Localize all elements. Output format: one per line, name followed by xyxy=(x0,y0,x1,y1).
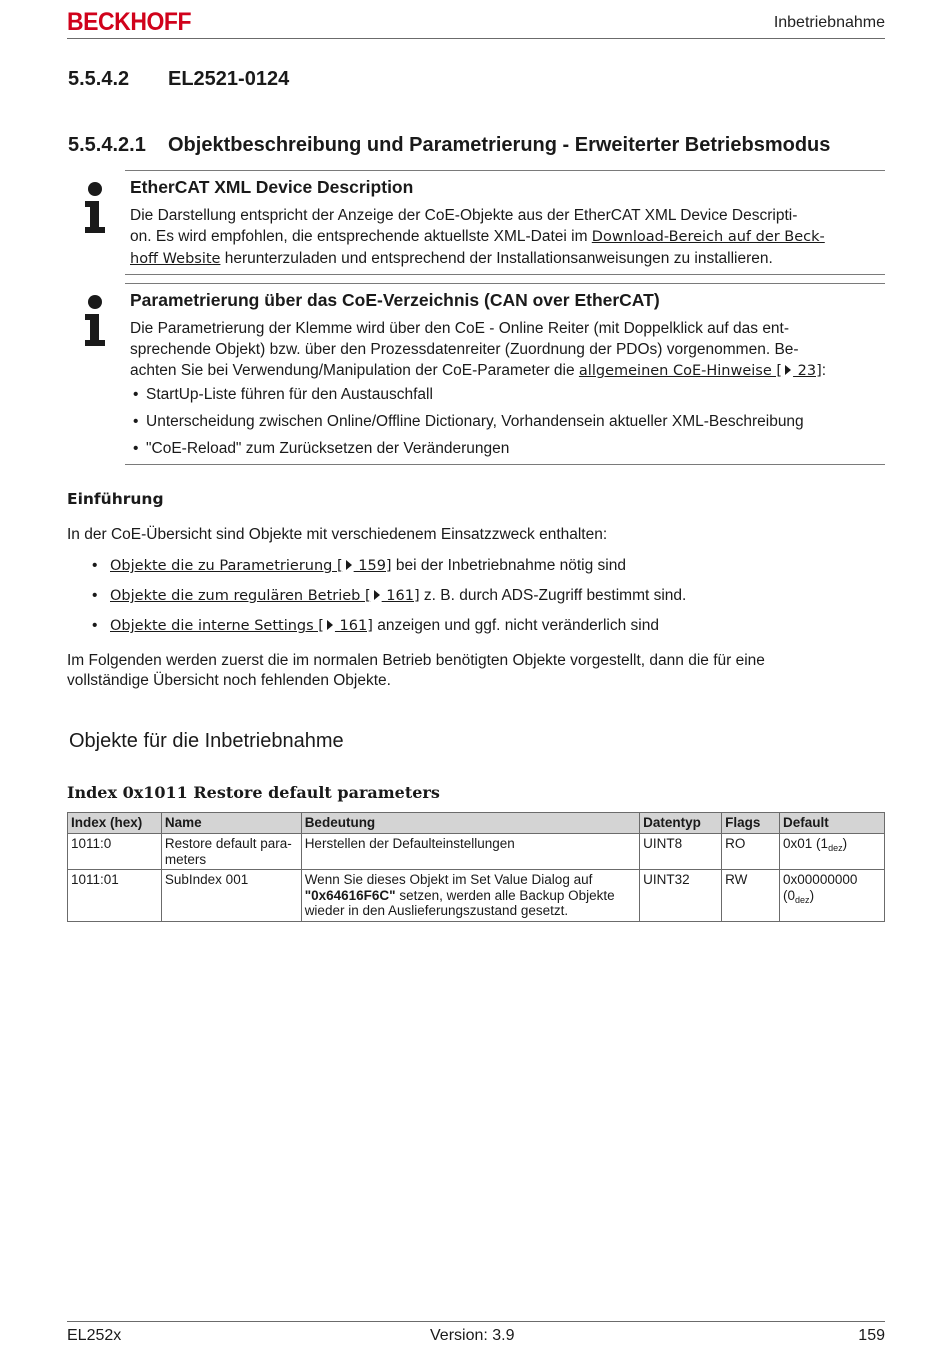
download-link-continued[interactable]: hoff Website xyxy=(130,251,221,267)
section-number: 5.5.4.2.1 xyxy=(68,134,146,156)
note-title: EtherCAT XML Device Description xyxy=(130,177,414,197)
table-row: 1011:01 SubIndex 001 Wenn Sie dieses Objekt im Set Value Dialog auf "0x64616F6C" setzen, werden alle Backup Objekte wieder in den Auslieferungszustand gesetzt. UINT32 RW 0x00000000 $(0_{dez})$ xyxy=(68,870,885,922)
note-xml-device-description xyxy=(67,170,885,274)
arrow-right-icon xyxy=(785,365,791,375)
arrow-right-icon xyxy=(346,560,352,570)
index-heading: Index 0x1011 Restore default parameters xyxy=(67,783,440,802)
footer-version: Version: 3.9 xyxy=(430,1327,515,1344)
coe-hints-link[interactable]: allgemeinen CoE-Hinweise [ 23] xyxy=(578,363,822,379)
section-title: Objektbeschreibung und Parametrierung - Erweiterter Betriebsmodus xyxy=(168,134,831,156)
note-bullet-list xyxy=(130,386,885,467)
column-header: Index (hex) xyxy=(68,813,162,834)
section-heading-5-5-4-2 xyxy=(68,68,289,91)
beckhoff-logo: BECKHOFF xyxy=(67,8,192,36)
list-item: • "CoE-Reload" zum Zurücksetzen der Veränderungen xyxy=(130,440,885,467)
arrow-right-icon xyxy=(327,620,333,630)
page-header xyxy=(67,8,885,39)
table-header-row xyxy=(68,813,885,834)
intro-lead: In der CoE-Übersicht sind Objekte mit verschiedenem Einsatzzweck enthalten: xyxy=(67,526,608,543)
intro-list xyxy=(92,557,686,647)
column-header: Bedeutung xyxy=(301,813,639,834)
list-item: • Unterscheidung zwischen Online/Offline Dictionary, Vorhandensein aktueller XML-Beschreibung xyxy=(130,413,885,440)
note-text: Die Darstellung entspricht der Anzeige der CoE-Objekte aus der EtherCAT XML Device Descripti- on. Es wird empfohlen, die entsprechende aktuellste XML-Datei im Download-Bereich auf der Beck- hoff Website herunterzuladen und entsprechend der Installationsanweisungen zu installieren. xyxy=(130,207,825,267)
chapter-title: Inbetriebnahme xyxy=(773,14,885,31)
column-header: Flags xyxy=(722,813,780,834)
note-text: Die Parametrierung der Klemme wird über den CoE - Online Reiter (mit Doppelklick auf das ent- sprechende Objekt) bzw. über den Prozessdatenreiter (Zuordnung der PDOs) vorgenommen. Be- achten Sie bei Verwendung/Manipulation der CoE-Parameter die allgemeinen CoE-Hinweise [ 23]: xyxy=(130,320,827,379)
table-row: 1011:0 Restore default para-meters Herstellen der Defaulteinstellungen UINT8 RO 0x01 $(1_{dez})$ xyxy=(68,834,885,870)
note-box xyxy=(125,170,885,275)
note-box xyxy=(125,283,885,465)
intro-heading: Einführung xyxy=(67,490,164,508)
note-title: Parametrierung über das CoE-Verzeichnis (CAN over EtherCAT) xyxy=(130,290,660,310)
intro-paragraph: Im Folgenden werden zuerst die im normalen Betrieb benötigten Objekte vorgestellt, dann die für eine vollständige Übersicht noch fehlenden Objekte. xyxy=(67,652,765,689)
arrow-right-icon xyxy=(374,590,380,600)
list-item: • Objekte die interne Settings [ 161] anzeigen und ggf. nicht veränderlich sind xyxy=(92,617,686,647)
object-table xyxy=(67,812,885,922)
footer-product: EL252x xyxy=(67,1327,122,1344)
section-title: EL2521-0124 xyxy=(168,68,290,90)
column-header: Datentyp xyxy=(640,813,722,834)
column-header: Name xyxy=(161,813,301,834)
section-number: 5.5.4.2 xyxy=(68,68,130,90)
objects-heading: Objekte für die Inbetriebnahme xyxy=(69,730,344,752)
list-item: • Objekte die zum regulären Betrieb [ 161] z. B. durch ADS-Zugriff bestimmt sind. xyxy=(92,587,686,617)
link-regulaerer-betrieb[interactable]: Objekte die zum regulären Betrieb [ 161] xyxy=(110,588,420,604)
list-item: • StartUp-Liste führen für den Austauschfall xyxy=(130,386,885,413)
link-parametrierung[interactable]: Objekte die zu Parametrierung [ 159] xyxy=(110,558,392,574)
column-header: Default xyxy=(780,813,885,834)
download-link[interactable]: Download-Bereich auf der Beck- xyxy=(591,229,825,245)
section-heading-5-5-4-2-1 xyxy=(68,134,830,157)
link-interne-settings[interactable]: Objekte die interne Settings [ 161] xyxy=(110,618,373,634)
note-coe-parametrierung xyxy=(67,283,885,465)
page-footer xyxy=(67,1321,885,1352)
footer-page-number: 159 xyxy=(858,1327,885,1344)
list-item: • Objekte die zu Parametrierung [ 159] bei der Inbetriebnahme nötig sind xyxy=(92,557,686,587)
